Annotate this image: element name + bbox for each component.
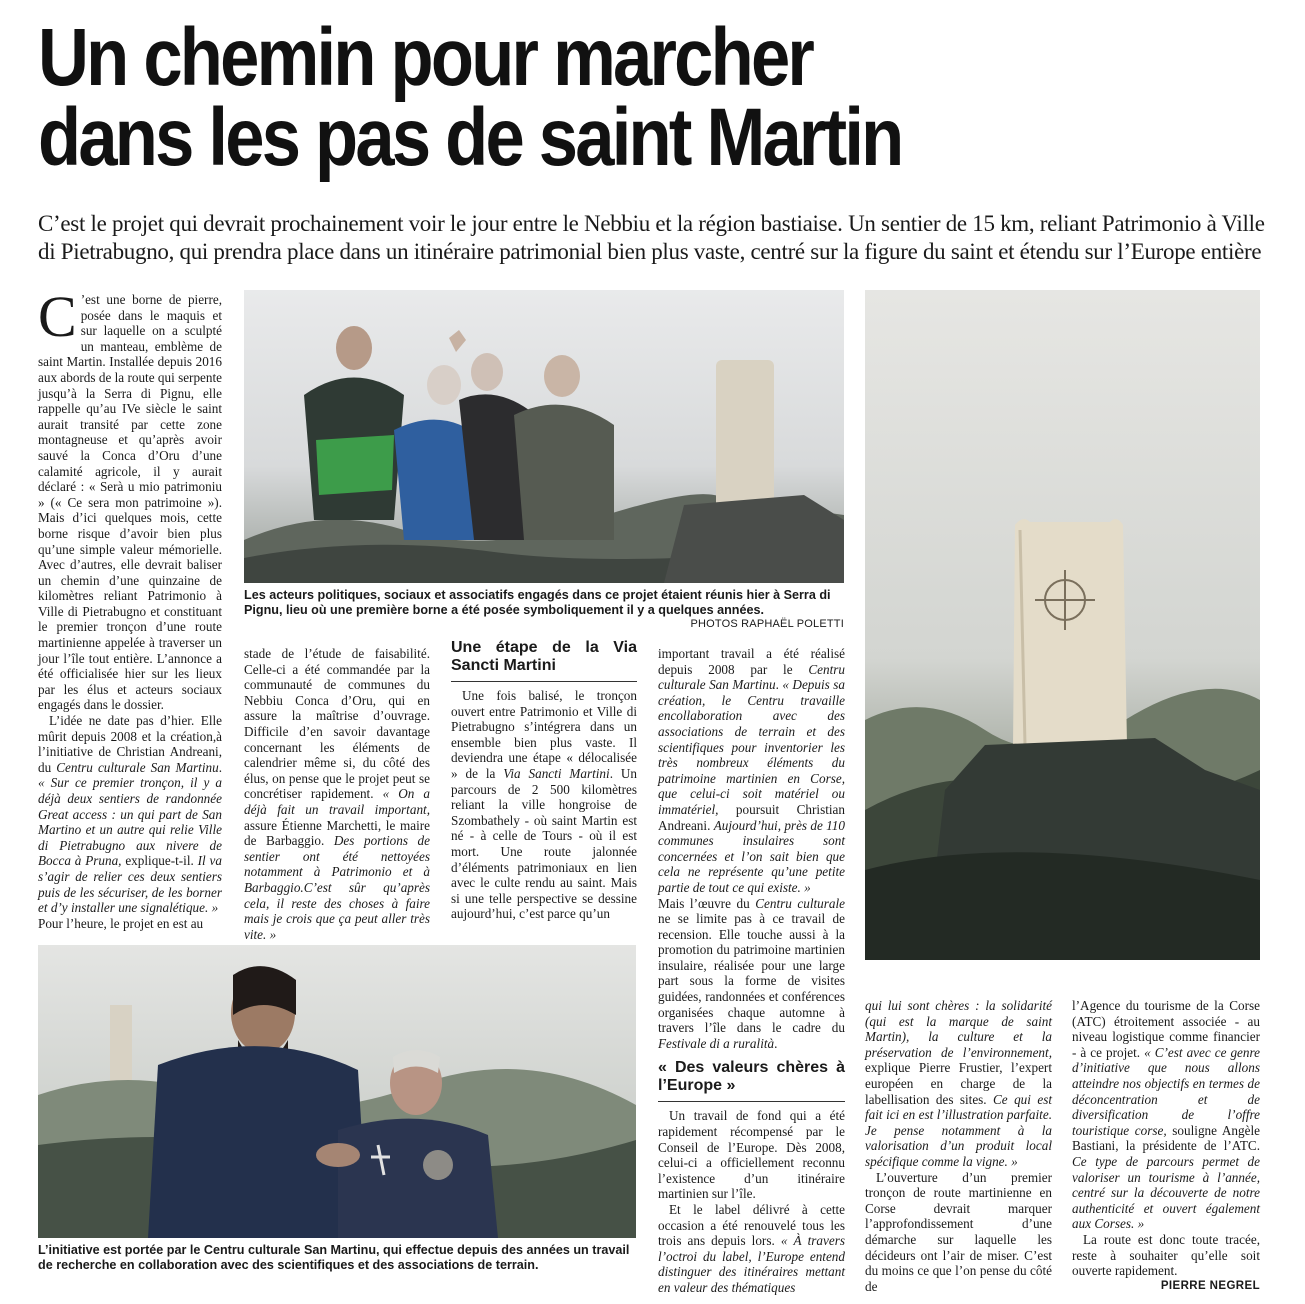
column-4-paragraph-4: Et le label délivré à cette occasion a été renouvelé tous les trois ans depuis lors. « À travers l’octroi du label, l’Europe entend distinguer des itinéraires mettant en valeur des thématiques [658,1202,845,1295]
column-1-paragraph-3: Pour l’heure, le projet en est au [38,915,204,931]
article-column-6 [1072,998,1260,1294]
headline [38,12,1276,183]
photo-1-caption: Les acteurs politiques, sociaux et associatifs engagés dans ce projet étaient réunis hier à Serra di Pignu, lieu où une première borne a été posée symboliquement il y a quelques années. [244,588,831,617]
column-1-paragraph-2: L’idée ne date pas d’hier. Elle mûrit depuis 2008 et la création,à l’initiative de Christian Andreani, du Centru culturale San Martinu. « Sur ce premier tronçon, il y a déjà deux sentiers de randonnée Great access : un qui part de San Martino et un autre qui relie Ville di Pietrabugno aux nivere de Bocca à Pruna, explique-t-il. Il va s’agir de relier ces deux sentiers puis de les sécuriser, de les borner et d’y installer une signalétique. » [38,713,222,916]
column-4-paragraph-2: Mais l’œuvre du Centru culturale ne se limite pas à ce travail de recension. Elle touche aussi à la promotion du patrimoine martinien insulaire, réalisée pour une large part sous la forme de visites guidées, randonnées et conférences organisées chaque automne à travers l’île dans le cadre du Festivale di a ruralità. [658,895,845,1051]
subhead-valeurs-europe: « Des valeurs chères à l’Europe » [658,1059,845,1102]
column-6-paragraph-2: La route est donc toute tracée, reste à souhaiter qu’elle soit ouverte rapidement. [1072,1231,1260,1279]
centru-photo-image [38,945,636,1238]
column-6-paragraph-1: l’Agence du tourisme de la Corse (ATC) étroitement associée - au niveau logistique comme financier - à ce projet. « C’est avec ce genre d’initiative que nous allons atteindre nos objectifs en termes de déconcentration et de diversification de l’offre touristique corse, souligne Angèle Bastiani, la présidente de l’ATC. Ce type de parcours permet de valoriser un tourisme à l’année, centré sur la découverte de notre authenticité et ouvert également aux Corses. » [1072,998,1260,1232]
milestone-photo-image [865,290,1260,960]
column-2-paragraph-1: stade de l’étude de faisabilité. Celle-ci a été commandée par la communauté de communes du Nebbiu Conca d’Oru, qui en assure la maîtrise d’ouvrage. Difficile d’en savoir davantage concernant les éléments de calendrier même si, du côté des élus, on pense que le projet peut se concrétiser rapidement. « On a déjà fait un travail important, assure Étienne Marchetti, le maire de Barbaggio. Des portions de sentier ont été nettoyées notamment à Patrimonio et à Barbaggio.C’est sûr qu’après cela, il reste des choses à faire mais je crois que ça peut aller très vite. » [244,646,430,942]
column-4-paragraph-1: important travail a été réalisé depuis 2008 par le Centru culturale San Martinu. « Depuis sa création, le Centru travaille encollaboration avec des associations de terrain et des scientifiques pour inventorier les très nombreux éléments du patrimoine martinien en Corse, que celui-ci soit matériel ou immatériel, poursuit Christian Andreani. Aujourd’hui, près de 110 communes insulaires sont concernées et l’on sait bien que cela ne représente qu’une petite partie de tout ce qui existe. » [658,646,845,895]
photo-2-caption: L’initiative est portée par le Centru culturale San Martinu, qui effectue depuis des années un travail de recherche en collaboration avec des scientifiques et des associations de terrain. [38,1243,630,1272]
photo-milestone-closeup [865,290,1260,960]
headline-line-2: dans les pas de saint Martin [38,92,902,183]
article-column-5 [865,998,1052,1294]
subhead-via-sancti-martini: Une étape de la Via Sancti Martini [451,639,637,682]
column-1-paragraph-1: C ’est une borne de pierre, posée dans le maquis et sur laquelle on a sculpté un manteau, emblème de saint Martin. Installée depuis 2016 aux abords de la route qui serpente jusqu’à la Serra di Pignu, elle rappelle qu’au IVe siècle le saint aurait transité par cette zone montagneuse et qu’après avoir sauvé la Conca d’Oru d’une calamité agricole, il y aurait déclaré : « Serà u mio patrimoniu » (« Ce sera mon patrimoine »). Mais d’ici quelques mois, cette borne risque d’avoir bien plus qu’une simple valeur mémorielle. Avec d’autres, elle devrait baliser un chemin d’une quinzaine de kilomètres reliant Patrimonio à Ville di Pietrabugno et constituant le premier tronçon d’une route martinienne appelée à traverser un jour l’île tout entière. L’annonce a été officialisée hier sur les lieux par les élus et acteurs sociaux engagés dans le dossier. [38,284,222,713]
photo-group-at-milestone [244,290,844,583]
group-photo-image [244,290,844,583]
article-column-4 [658,646,845,1296]
column-3-paragraph-1: Une fois balisé, le tronçon ouvert entre Patrimonio et Ville di Pietrabugno s’intégrera dans un ensemble bien plus vaste. Il deviendra une étape « délocalisée » de la Via Sancti Martini. Un parcours de 2 500 kilomètres reliant la ville hongroise de Szombathely - où saint Martin est né - à celle de Tours - où il est mort. Une route jalonnée d’éléments patrimoniaux en lien avec le culte rendu au saint. Mais si une telle perspective se dessine aujourd’hui, c’est parce qu’un [451,688,638,922]
headline-line-1: Un chemin pour marcher [38,12,813,103]
photo-1-caption-block [244,588,844,630]
photo-credit: PHOTOS RAPHAËL POLETTI [690,618,844,630]
column-5-paragraph-1: qui lui sont chères : la solidarité (qui est la marque de saint Martin), la culture et la préservation de l’environnement, explique Pierre Frustier, l’expert européen en charge de la labellisation des sites. Ce qui est fait ici en est l’illustration parfaite. Je pense notamment à la valorisation d’un produit local spécifique comme la vigne. » [865,998,1052,1169]
article-column-3 [451,639,637,922]
column-5-paragraph-2: L’ouverture d’un premier tronçon de route martinienne en Corse devrait marquer l’approfondissement d’une démarche sur laquelle les décideurs ont l’air de miser. C’est du moins ce que l’on pense du côté de [865,1169,1052,1294]
article-column-1 [38,284,222,931]
column-4-paragraph-3: Un travail de fond qui a été rapidement récompensé par le Conseil de l’Europe. Dès 2008, celui-ci a officiellement reconnu l’existence d’un itinéraire martinien sur l’île. [658,1108,845,1202]
photo-2-caption-block [38,1243,638,1273]
article-column-2 [244,646,430,942]
intro-paragraph: C’est le projet qui devrait prochainement voir le jour entre le Nebbiu et la région bastiaise. Un sentier de 15 km, reliant Patrimonio à Ville di Pietrabugno, qui prendra place dans un itinéraire patrimonial bien plus vaste, centré sur la figure du saint et étendu sur l’Europe entière [38,211,1265,264]
author-signature: PIERRE NEGREL [1160,1279,1260,1292]
photo-centru-members [38,945,636,1238]
drop-cap: C [38,284,77,349]
